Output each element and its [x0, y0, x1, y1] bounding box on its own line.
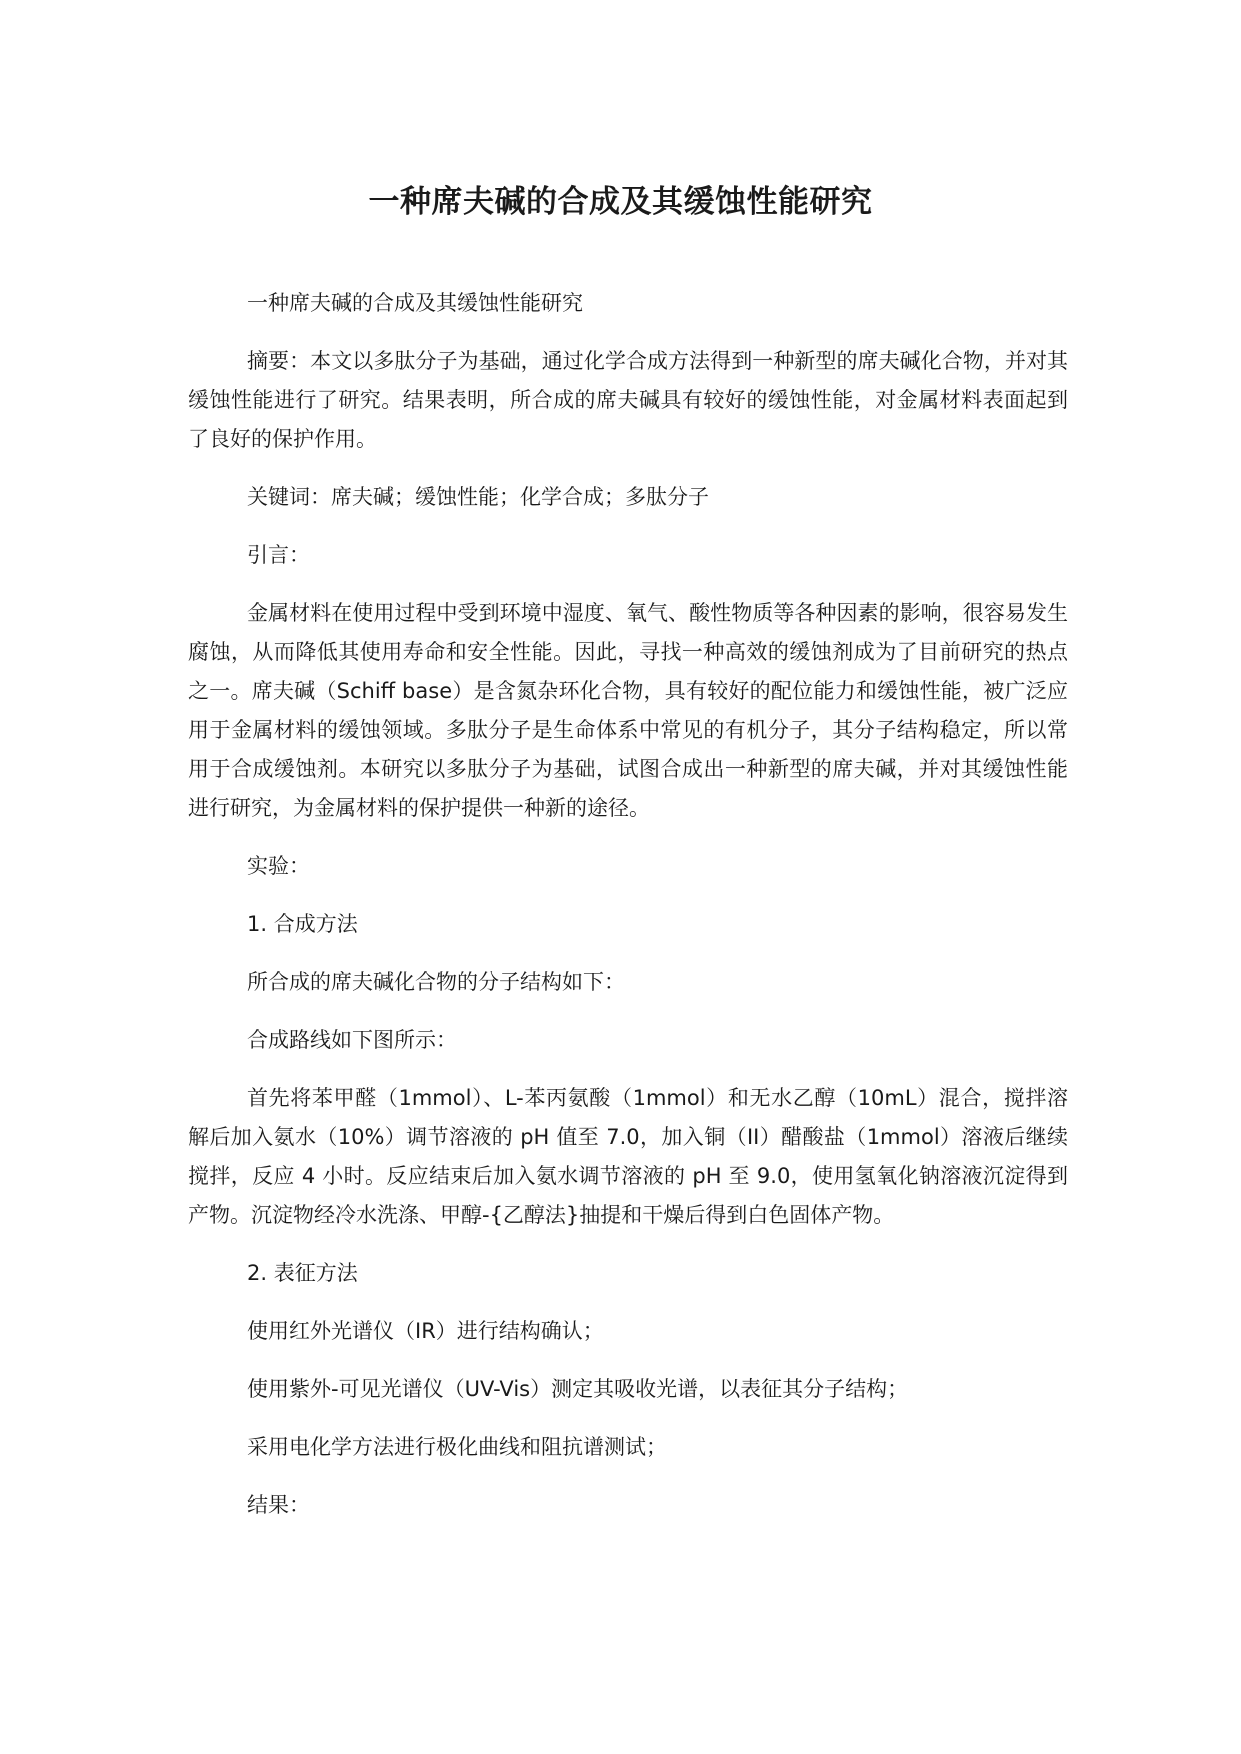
- heading-introduction: 引言：: [247, 543, 310, 567]
- paragraph-procedure: 首先将苯甲醛（1mmol）、L-苯丙氨酸（1mmol）和无水乙醇（10mL）混合，搅拌溶解后加入氨水（10%）调节溶液的 pH 值至 7.0，加入铜（II）醋酸盐（1mmol）溶液后继续搅拌，反应 4 小时。反应结束后加入氨水调节溶液的 pH 至 9.0，使用氢氧化钠溶液沉淀得到产物。沉淀物经冷水洗涤、甲醇-{乙醇法}抽提和干燥后得到白色固体产物。: [188, 1086, 1068, 1227]
- heading-synthesis-method: 1. 合成方法: [247, 912, 358, 936]
- document-body: [188, 284, 1068, 1544]
- document-title: 一种席夫碱的合成及其缓蚀性能研究: [368, 184, 873, 220]
- paragraph-ir: 使用红外光谱仪（IR）进行结构确认；: [247, 1319, 604, 1343]
- heading-experiment: 实验：: [247, 854, 310, 878]
- paragraph-electrochem: 采用电化学方法进行极化曲线和阻抗谱测试；: [247, 1435, 667, 1459]
- paragraph-subtitle: 一种席夫碱的合成及其缓蚀性能研究: [247, 291, 583, 315]
- paragraph-keywords: 关键词：席夫碱；缓蚀性能；化学合成；多肽分子: [247, 485, 709, 509]
- heading-characterization: 2. 表征方法: [247, 1261, 358, 1285]
- paragraph-uv-vis: 使用紫外-可见光谱仪（UV-Vis）测定其吸收光谱，以表征其分子结构；: [247, 1377, 909, 1401]
- heading-results: 结果：: [247, 1493, 310, 1517]
- paragraph-structure-intro: 所合成的席夫碱化合物的分子结构如下：: [247, 970, 625, 994]
- paragraph-abstract: 摘要：本文以多肽分子为基础，通过化学合成方法得到一种新型的席夫碱化合物，并对其缓蚀性能进行了研究。结果表明，所合成的席夫碱具有较好的缓蚀性能，对金属材料表面起到了良好的保护作用。: [188, 349, 1068, 451]
- paragraph-route-intro: 合成路线如下图所示：: [247, 1028, 457, 1052]
- paragraph-introduction: 金属材料在使用过程中受到环境中湿度、氧气、酸性物质等各种因素的影响，很容易发生腐蚀，从而降低其使用寿命和安全性能。因此，寻找一种高效的缓蚀剂成为了目前研究的热点之一。席夫碱（Schiff base）是含氮杂环化合物，具有较好的配位能力和缓蚀性能，被广泛应用于金属材料的缓蚀领域。多肽分子是生命体系中常见的有机分子，其分子结构稳定，所以常用于合成缓蚀剂。本研究以多肽分子为基础，试图合成出一种新型的席夫碱，并对其缓蚀性能进行研究，为金属材料的保护提供一种新的途径。: [188, 601, 1068, 820]
